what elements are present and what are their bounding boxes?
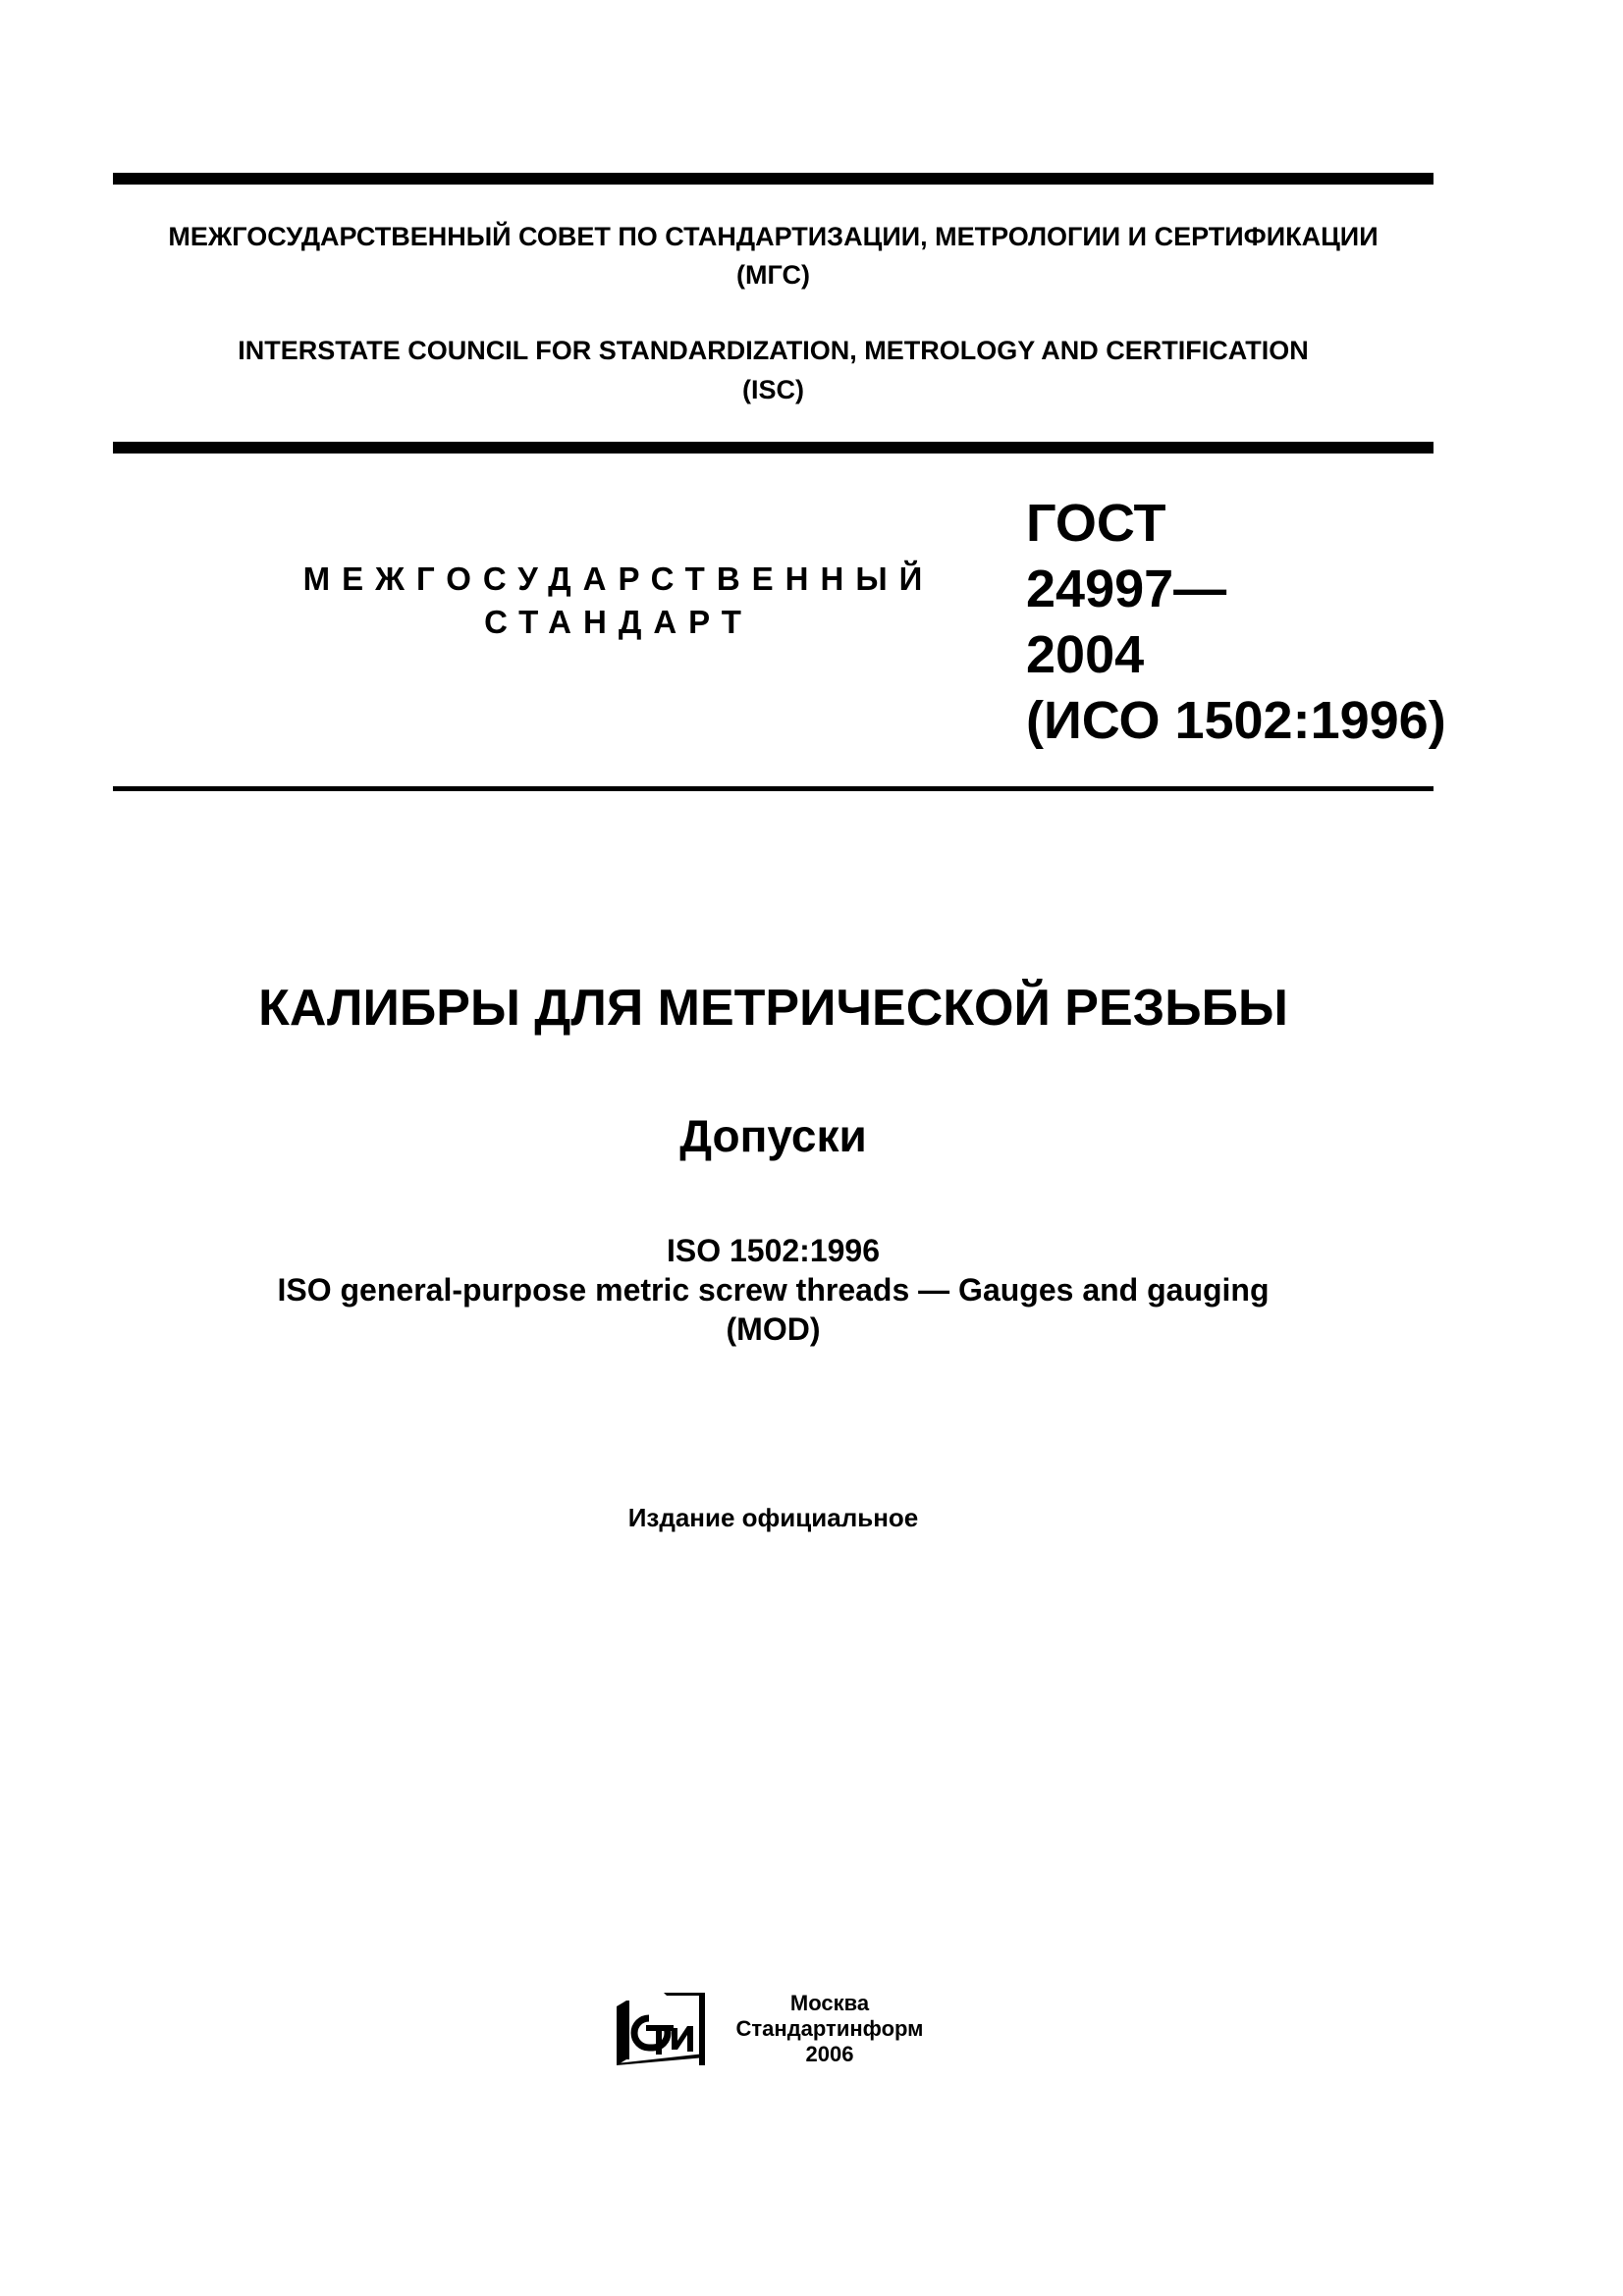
publisher-name: Стандартинформ <box>735 2016 924 2041</box>
standartinform-logo-icon <box>617 1993 705 2065</box>
council-name-en: INTERSTATE COUNCIL FOR STANDARDIZATION, METROLOGY AND CERTIFICATION <box>238 336 1309 365</box>
council-abbr-en: (ISC) <box>742 375 804 404</box>
gost-designation <box>1026 491 1446 754</box>
lower-rule <box>113 786 1434 791</box>
council-name-ru: МЕЖГОСУДАРСТВЕННЫЙ СОВЕТ ПО СТАНДАРТИЗАЦИИ, МЕТРОЛОГИИ И СЕРТИФИКАЦИИ <box>168 222 1379 251</box>
iso-reference-title: ISO general-purpose metric screw threads — Gauges and gauging <box>277 1272 1270 1308</box>
iso-reference-number: ISO 1502:1996 <box>666 1233 881 1268</box>
standard-kind-line2: СТАНДАРТ <box>484 604 753 640</box>
gost-line2: 24997— <box>1026 560 1227 618</box>
gost-line4: (ИСО 1502:1996) <box>1026 691 1446 750</box>
standard-kind-line1: МЕЖГОСУДАРСТВЕННЫЙ <box>302 561 935 597</box>
gost-line3: 2004 <box>1026 625 1145 684</box>
council-abbr-ru: (МГС) <box>736 260 810 290</box>
publisher-block <box>722 1991 938 2067</box>
iso-reference-degree: (MOD) <box>726 1311 821 1347</box>
edition-label: Издание официальное <box>627 1503 919 1532</box>
document-subtitle: Допуски <box>679 1110 867 1161</box>
publisher-city: Москва <box>789 1991 870 2015</box>
top-rule <box>113 173 1434 185</box>
document-title: КАЛИБРЫ ДЛЯ МЕТРИЧЕСКОЙ РЕЗЬБЫ <box>258 980 1288 1037</box>
gost-line1: ГОСТ <box>1026 494 1166 553</box>
publisher-year: 2006 <box>805 2042 854 2066</box>
middle-rule <box>113 442 1434 454</box>
